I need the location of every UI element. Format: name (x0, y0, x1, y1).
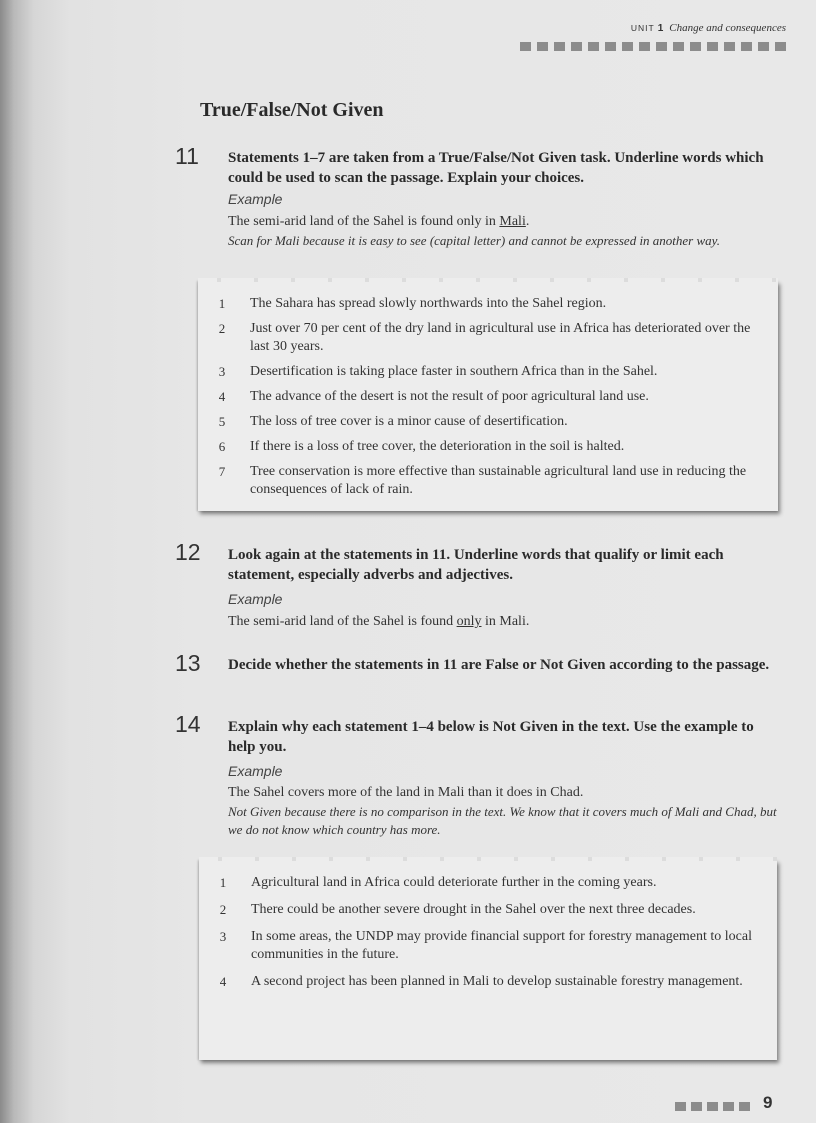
example-label-11: Example (228, 191, 283, 207)
list-item: 7 Tree conservation is more effective than sustainable agricultural land use in reducing the consequences of lack of rain. (218, 464, 747, 497)
list-item: 4 A second project has been planned in Mali to develop sustainable forestry management. (219, 974, 743, 989)
task-instruction-12: Look again at the statements in 11. Underline words that qualify or limit each statement, especially adverbs and adjectives. (228, 547, 724, 583)
statements-list-1 (216, 295, 766, 506)
list-item: 1 Agricultural land in Africa could deteriorate further in the coming years. (219, 875, 657, 890)
statements-list-2 (217, 874, 765, 1000)
example-text-11: The semi-arid land of the Sahel is found only in Mali. (228, 214, 530, 229)
example-text-14: The Sahel covers more of the land in Mali than it does in Chad. (228, 785, 584, 800)
unit-label: UNIT (630, 23, 655, 33)
task-number-13: 13 (175, 650, 201, 676)
footer-decorative-squares (675, 1102, 750, 1111)
example-note-11: Scan for Mali because it is easy to see (capital letter) and cannot be expressed in another way. (228, 233, 720, 248)
example-note-14: Not Given because there is no comparison in the text. We know that it covers much of Mali and Chad, but we do not know which country has more. (228, 804, 777, 837)
list-item: 5 The loss of tree cover is a minor cause of desertification. (218, 414, 568, 429)
task-instruction-14: Explain why each statement 1–4 below is Not Given in the text. Use the example to help you. (228, 719, 754, 755)
task-number-14: 14 (175, 711, 201, 737)
example-text-12: The semi-arid land of the Sahel is found only in Mali. (228, 614, 530, 629)
running-head (631, 22, 786, 34)
example-label-12: Example (228, 591, 283, 607)
list-item: 1 The Sahara has spread slowly northwards into the Sahel region. (218, 296, 607, 311)
section-title: True/False/Not Given (200, 99, 384, 121)
header-decorative-squares (520, 42, 786, 51)
unit-number: 1 (657, 23, 664, 34)
statements-box-1 (198, 281, 778, 511)
example-label-14: Example (228, 763, 283, 779)
task-instruction-11: Statements 1–7 are taken from a True/False/Not Given task. Underline words which could be used to scan the passage. Explain your choices. (228, 150, 764, 186)
list-item: 2 There could be another severe drought in the Sahel over the next three decades. (219, 902, 696, 917)
list-item: 4 The advance of the desert is not the result of poor agricultural land use. (218, 389, 649, 404)
task-number-12: 12 (175, 539, 201, 565)
underlined-word: only (456, 614, 482, 629)
list-item: 3 In some areas, the UNDP may provide financial support for forestry management to local communities in the future. (219, 929, 752, 962)
task-number-11: 11 (175, 143, 199, 169)
underlined-word: Mali (499, 214, 526, 229)
list-item: 6 If there is a loss of tree cover, the deterioration in the soil is halted. (218, 439, 625, 454)
task-instruction-13: Decide whether the statements in 11 are False or Not Given according to the passage. (228, 657, 770, 673)
statements-box-2 (199, 860, 777, 1060)
list-item: 2 Just over 70 per cent of the dry land in agricultural use in Africa has deteriorated over the last 30 years. (218, 321, 751, 354)
page-number: 9 (763, 1093, 773, 1112)
unit-title: Change and consequences (669, 22, 786, 34)
list-item: 3 Desertification is taking place faster in southern Africa than in the Sahel. (218, 364, 658, 379)
